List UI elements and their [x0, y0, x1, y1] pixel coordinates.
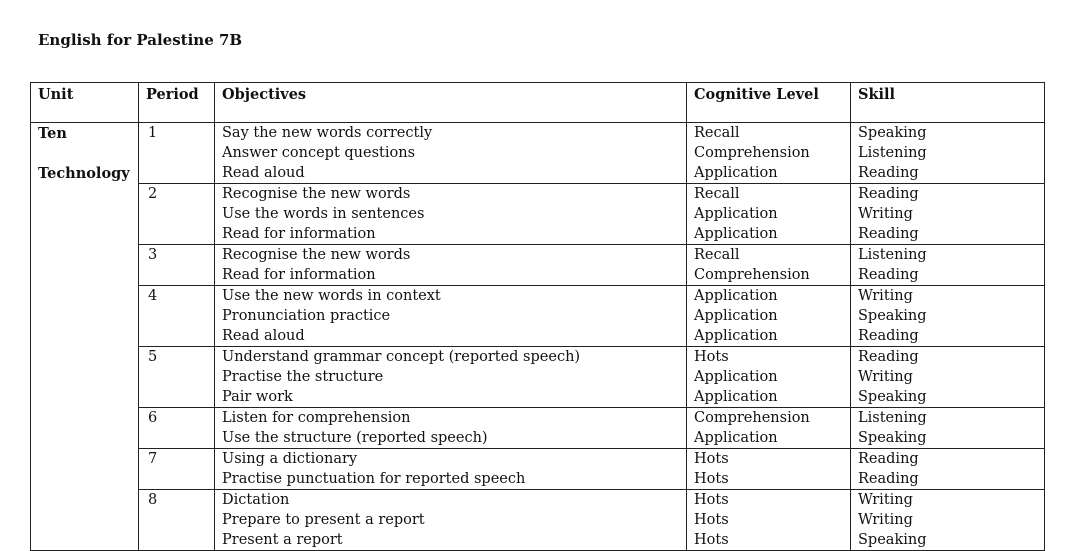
period-cell [139, 408, 215, 449]
table-row [31, 347, 1045, 408]
table-row [31, 184, 1045, 245]
skill-cell [851, 123, 1045, 184]
document-title: English for Palestine 7B [38, 31, 243, 49]
period-number: 4 [148, 288, 158, 304]
period-cell [139, 449, 215, 490]
skill-cell [851, 449, 1045, 490]
objectives-cell [215, 184, 687, 245]
period-number: 6 [148, 410, 158, 426]
skill-cell [851, 347, 1045, 408]
header-row [31, 83, 1045, 123]
objective-item: Using a dictionary [222, 451, 358, 467]
cognitive-item: Application [694, 226, 778, 242]
objectives-cell [215, 490, 687, 551]
skill-item: Listening [858, 410, 927, 426]
header-period: Period [139, 83, 215, 123]
table-row [31, 449, 1045, 490]
skill-item: Reading [858, 165, 919, 181]
skill-item: Reading [858, 471, 919, 487]
skill-item: Listening [858, 145, 927, 161]
objective-item: Practise punctuation for reported speech [222, 471, 526, 487]
skill-cell [851, 286, 1045, 347]
cognitive-item: Application [694, 206, 778, 222]
objective-item: Read aloud [222, 165, 305, 181]
unit-name: Technology [38, 165, 130, 182]
table-row [31, 408, 1045, 449]
skill-item: Writing [858, 512, 913, 528]
cognitive-item: Hots [694, 349, 729, 365]
skill-cell [851, 408, 1045, 449]
period-number: 2 [148, 186, 158, 202]
cognitive-item: Recall [694, 247, 740, 263]
period-cell [139, 490, 215, 551]
objective-item: Understand grammar concept (reported speech) [222, 349, 581, 365]
period-number: 5 [148, 349, 158, 365]
cognitive-item: Application [694, 328, 778, 344]
skill-item: Writing [858, 288, 913, 304]
cognitive-item: Recall [694, 186, 740, 202]
skill-item: Reading [858, 451, 919, 467]
period-cell [139, 184, 215, 245]
skill-item: Writing [858, 369, 913, 385]
skill-item: Listening [858, 247, 927, 263]
cognitive-cell [687, 408, 851, 449]
objective-item: Practise the structure [222, 369, 384, 385]
objective-item: Recognise the new words [222, 247, 411, 263]
objective-item: Pair work [222, 389, 293, 405]
table-body [31, 123, 1045, 551]
cognitive-cell [687, 449, 851, 490]
objective-item: Use the structure (reported speech) [222, 430, 488, 446]
cognitive-item: Application [694, 165, 778, 181]
skill-item: Reading [858, 349, 919, 365]
unit-cell [31, 123, 139, 551]
header-cognitive-level: Cognitive Level [687, 83, 851, 123]
cognitive-item: Application [694, 389, 778, 405]
objective-item: Recognise the new words [222, 186, 411, 202]
cognitive-cell [687, 347, 851, 408]
cognitive-cell [687, 184, 851, 245]
objective-item: Read for information [222, 267, 376, 283]
cognitive-item: Hots [694, 532, 729, 548]
table-row [31, 123, 1045, 184]
skill-item: Speaking [858, 430, 927, 446]
cognitive-item: Application [694, 308, 778, 324]
skill-cell [851, 490, 1045, 551]
objective-item: Read for information [222, 226, 376, 242]
objectives-cell [215, 449, 687, 490]
cognitive-item: Application [694, 288, 778, 304]
skill-item: Writing [858, 492, 913, 508]
cognitive-cell [687, 245, 851, 286]
period-number: 8 [148, 492, 158, 508]
skill-item: Speaking [858, 308, 927, 324]
period-number: 3 [148, 247, 158, 263]
header-skill: Skill [851, 83, 1045, 123]
skill-item: Reading [858, 226, 919, 242]
table-row [31, 490, 1045, 551]
objective-item: Prepare to present a report [222, 512, 425, 528]
objective-item: Answer concept questions [222, 145, 416, 161]
cognitive-item: Hots [694, 451, 729, 467]
objectives-cell [215, 347, 687, 408]
skill-cell [851, 184, 1045, 245]
period-cell [139, 245, 215, 286]
objectives-cell [215, 286, 687, 347]
skill-cell [851, 245, 1045, 286]
objective-item: Pronunciation practice [222, 308, 391, 324]
skill-item: Speaking [858, 389, 927, 405]
cognitive-item: Hots [694, 492, 729, 508]
cognitive-item: Recall [694, 125, 740, 141]
skill-item: Speaking [858, 125, 927, 141]
objective-item: Use the new words in context [222, 288, 441, 304]
objective-item: Say the new words correctly [222, 125, 433, 141]
period-cell [139, 347, 215, 408]
objective-item: Read aloud [222, 328, 305, 344]
objectives-cell [215, 123, 687, 184]
period-cell [139, 123, 215, 184]
skill-item: Reading [858, 186, 919, 202]
skill-item: Reading [858, 267, 919, 283]
cognitive-cell [687, 286, 851, 347]
cognitive-item: Hots [694, 471, 729, 487]
period-number: 1 [148, 125, 158, 141]
objective-item: Dictation [222, 492, 290, 508]
cognitive-item: Application [694, 430, 778, 446]
objective-item: Listen for comprehension [222, 410, 411, 426]
cognitive-item: Comprehension [694, 145, 810, 161]
unit-number: Ten [38, 125, 67, 142]
cognitive-item: Comprehension [694, 267, 810, 283]
objectives-cell [215, 408, 687, 449]
skill-item: Speaking [858, 532, 927, 548]
table-row [31, 286, 1045, 347]
table-row [31, 245, 1045, 286]
period-number: 7 [148, 451, 158, 467]
cognitive-cell [687, 490, 851, 551]
objectives-cell [215, 245, 687, 286]
objective-item: Present a report [222, 532, 343, 548]
cognitive-item: Application [694, 369, 778, 385]
cognitive-item: Hots [694, 512, 729, 528]
cognitive-item: Comprehension [694, 410, 810, 426]
skill-item: Writing [858, 206, 913, 222]
header-objectives: Objectives [215, 83, 687, 123]
cognitive-cell [687, 123, 851, 184]
objective-item: Use the words in sentences [222, 206, 425, 222]
header-unit: Unit [31, 83, 139, 123]
skill-item: Reading [858, 328, 919, 344]
lesson-plan-table [30, 82, 1045, 551]
period-cell [139, 286, 215, 347]
